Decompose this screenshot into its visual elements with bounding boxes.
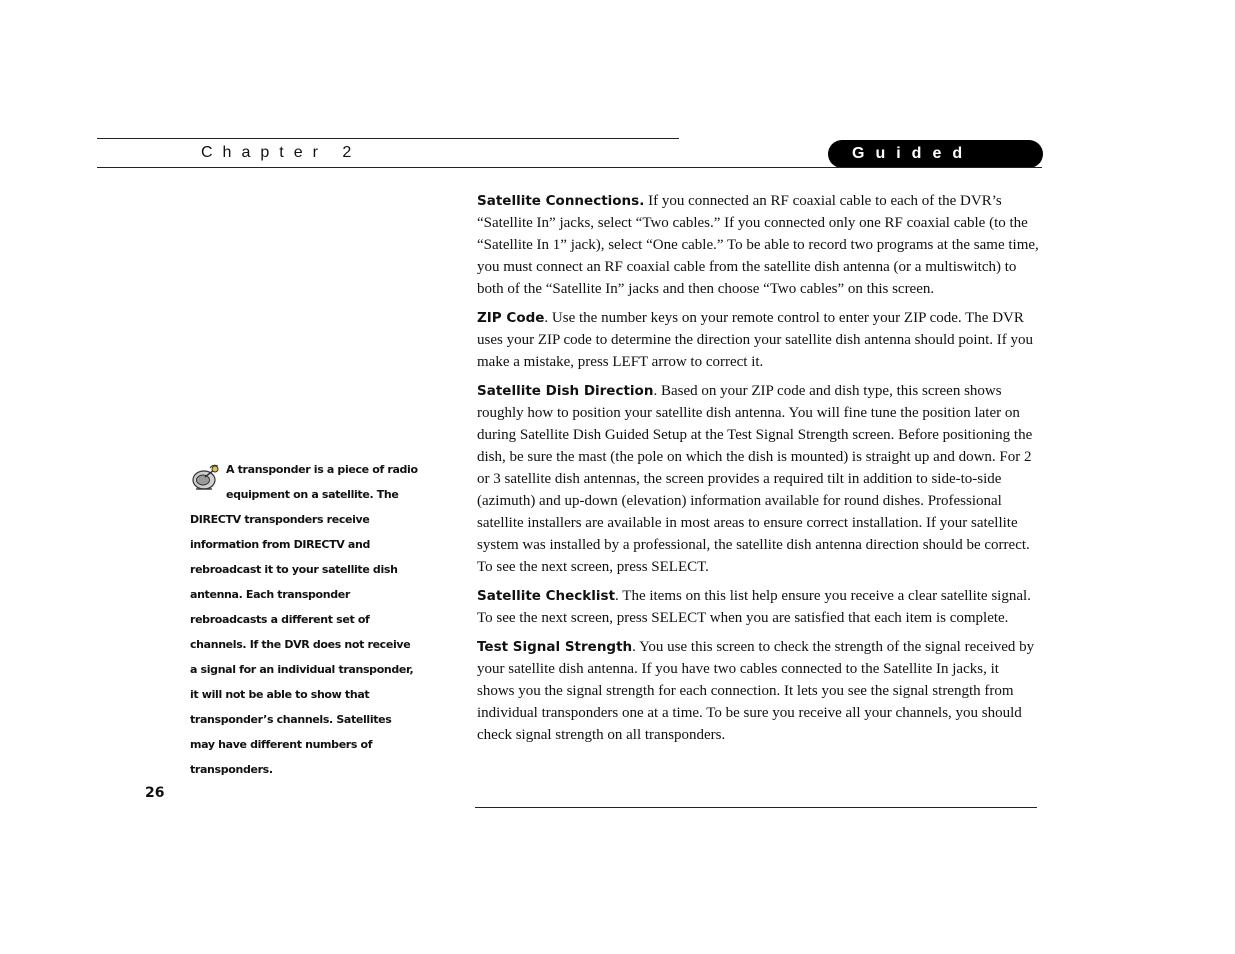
term-label: Test Signal Strength xyxy=(477,639,633,655)
paragraph-satellite-checklist xyxy=(477,585,1039,629)
paragraph-satellite-dish-direction xyxy=(477,380,1039,578)
main-content xyxy=(477,190,1039,753)
term-label: Satellite Connections. xyxy=(477,193,645,209)
term-label: Satellite Dish Direction xyxy=(477,383,654,399)
paragraph-text: . Use the number keys on your remote control to enter your ZIP code. The DVR uses your ZIP code to determine the direction your satellite dish antenna should point. If you make a mistake, press LEFT arrow to correct it. xyxy=(477,310,1033,370)
sidenote-text: A transponder is a piece of radio equipment on a satellite. The DIRECTV transponders receive information from DIRECTV and rebroadcast it to your satellite dish antenna. Each transponder rebroadcasts a different set of channels. If the DVR does not receive a signal for an individual transponder, it will not be able to show that transponder’s channels. Satellites may have different numbers of transponders. xyxy=(190,463,418,776)
paragraph-zip-code xyxy=(477,307,1039,373)
satellite-dish-note-icon xyxy=(190,462,222,494)
paragraph-test-signal-strength xyxy=(477,636,1039,746)
footer-rule xyxy=(475,807,1037,808)
chapter-label: Chapter 2 xyxy=(201,144,362,161)
sidenote xyxy=(190,457,418,782)
header-rule-top xyxy=(97,138,679,139)
section-title: Guided Setup xyxy=(828,140,1043,168)
paragraph-text: If you connected an RF coaxial cable to each of the DVR’s “Satellite In” jacks, select “Two cables.” If you connected only one RF coaxial cable (to the “Satellite In 1” jack), select “One cable.” To be able to record two programs at the same time, you must connect an RF coaxial cable from the satellite dish antenna (or a multiswitch) to both of the “Satellite In” jacks and then choose “Two cables” on this screen. xyxy=(477,193,1039,297)
paragraph-satellite-connections xyxy=(477,190,1039,300)
term-label: Satellite Checklist xyxy=(477,588,616,604)
paragraph-text: . Based on your ZIP code and dish type, this screen shows roughly how to position your satellite dish antenna. You will fine tune the position later on during Satellite Dish Guided Setup at the Test Signal Strength screen. Before positioning the dish, be sure the mast (the pole on which the dish is mounted) is straight up and down. For 2 or 3 satellite dish antennas, the screen provides a required tilt in addition to side-to-side (azimuth) and up-down (elevation) information available for round dishes. Professional satellite installers are available in most areas to ensure correct installation. If your satellite system was installed by a professional, the satellite dish antenna direction should be correct. To see the next screen, press SELECT. xyxy=(477,383,1033,575)
page-number: 26 xyxy=(145,785,165,801)
paragraph-text: . You use this screen to check the strength of the signal received by your satellite dish antenna. If you have two cables connected to the Satellite In jacks, it shows you the signal strength for each connection. It lets you see the signal strength from individual transponders one at a time. To be sure you receive all your channels, you should check signal strength on all transponders. xyxy=(477,639,1035,743)
term-label: ZIP Code xyxy=(477,310,545,326)
paragraph-text: . The items on this list help ensure you receive a clear satellite signal. To see the next screen, press SELECT when you are satisfied that each item is complete. xyxy=(477,588,1031,626)
header-rule-bottom xyxy=(97,167,1042,168)
